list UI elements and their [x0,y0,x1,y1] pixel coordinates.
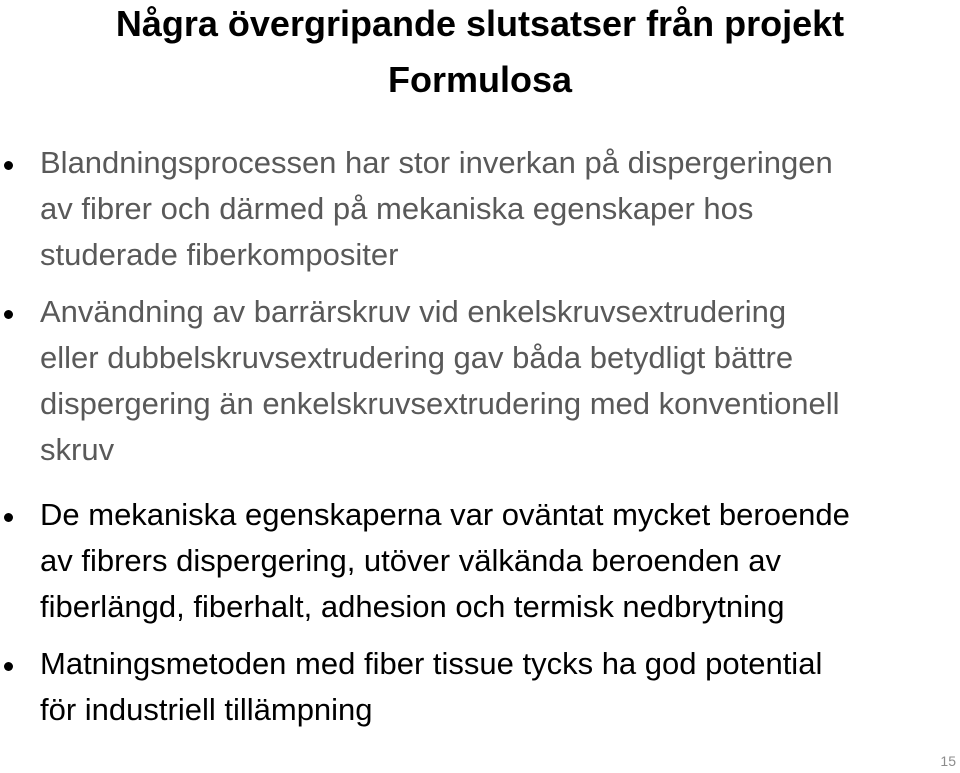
bullet-line: dispergering än enkelskruvsextrudering med konventionell [40,386,840,421]
bullet-text [40,289,950,473]
bullet-line: fiberlängd, fiberhalt, adhesion och termisk nedbrytning [40,589,785,624]
bullet-text [40,492,950,630]
bullet-line: av fibrer och därmed på mekaniska egenskaper hos [40,191,754,226]
bullet-icon [4,662,13,671]
bullet-line: eller dubbelskruvsextrudering gav båda betydligt bättre [40,340,794,375]
bullet-text [40,140,950,278]
bullet-line: De mekaniska egenskaperna var oväntat mycket beroende [40,497,850,532]
bullet-line: studerade fiberkompositer [40,237,399,272]
slide-title-line: Några övergripande slutsatser från projekt [115,3,845,44]
bullet-text [40,641,950,733]
bullet-line: skruv [40,432,115,467]
bullet-line: av fibrers dispergering, utöver välkända beroenden av [40,543,782,578]
slide-title-line: Formulosa [387,59,573,100]
bullet-icon [4,161,13,170]
bullet-line: Blandningsprocessen har stor inverkan på dispergeringen [40,145,833,180]
bullet-line: för industriell tillämpning [40,692,373,727]
bullet-line: Användning av barrärskruv vid enkelskruvsextrudering [40,294,787,329]
bullet-icon [4,310,13,319]
bullet-line: Matningsmetoden med fiber tissue tycks ha god potential [40,646,823,681]
bullet-icon [4,513,13,522]
page-number: 15 [940,753,956,769]
